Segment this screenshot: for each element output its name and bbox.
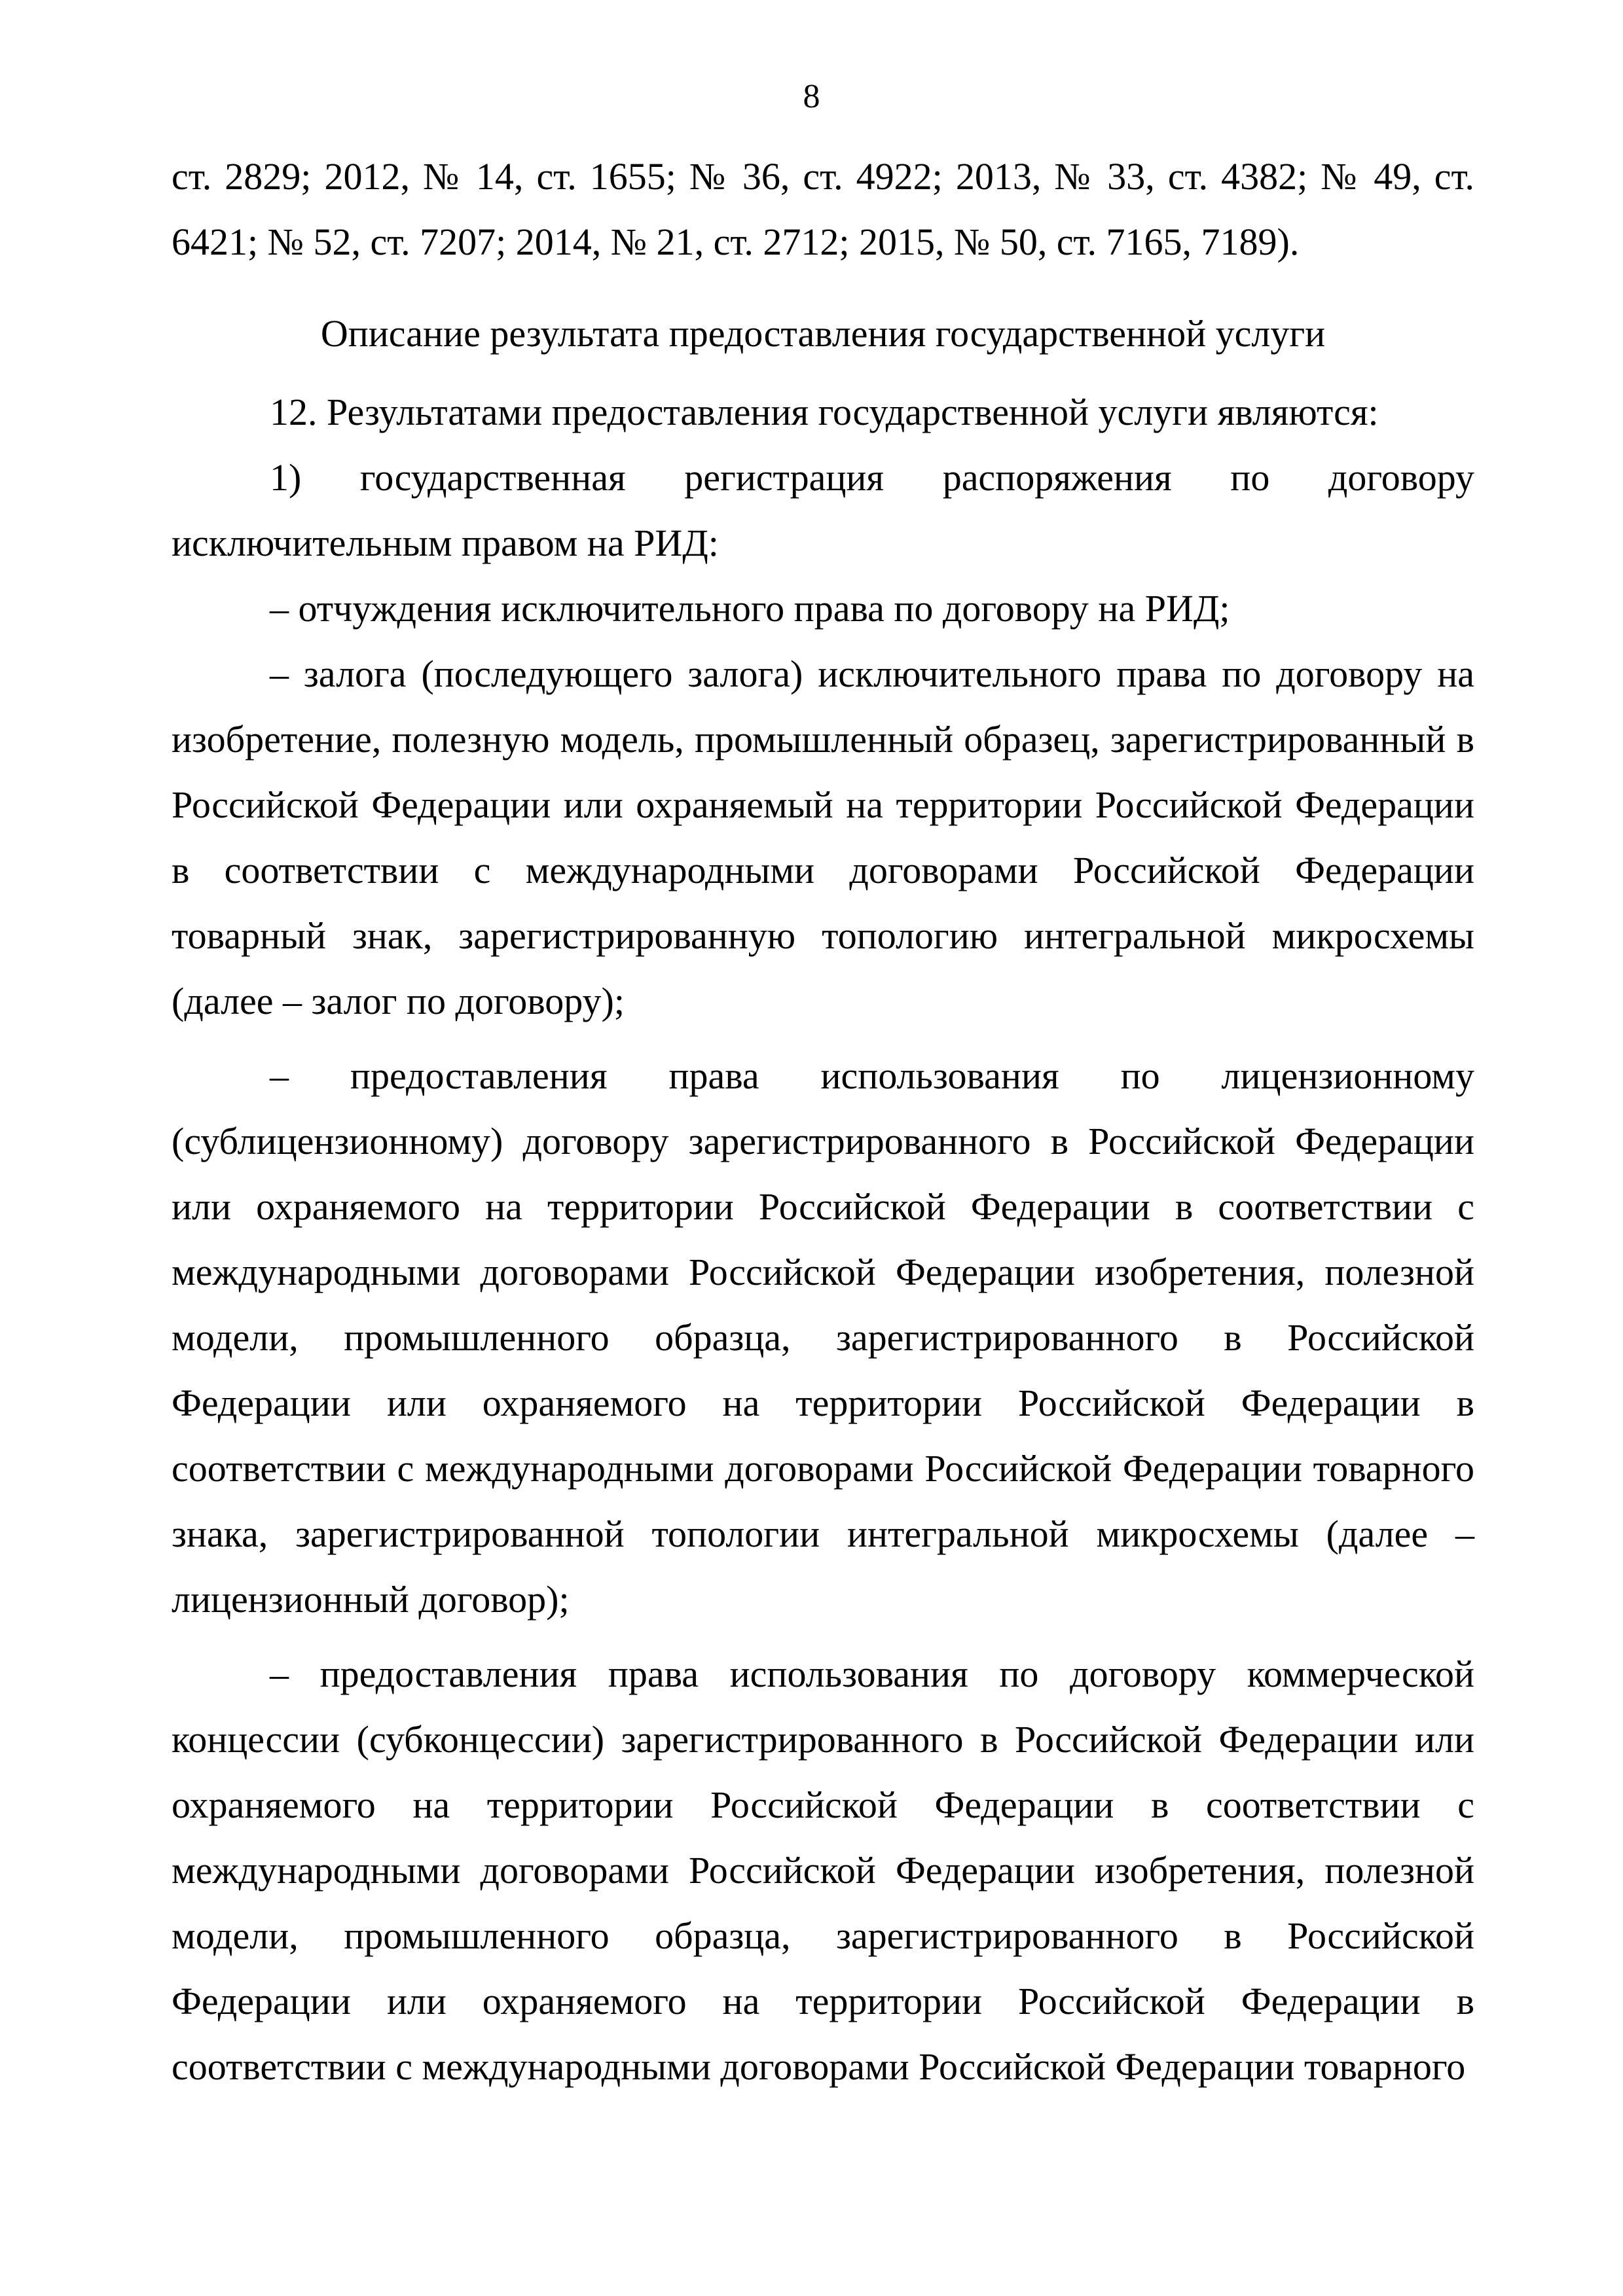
paragraph-item-12: 12. Результатами предоставления государственной услуги являются: [270,391,1379,433]
paragraph-pledge: – залога (последующего залога) исключительного права по договору на изобретение, полезную модель, промышленный образец, зарегистрированный в Российской Федерации или охраняемый на территории Российской Федерации в соответствии с международными договорами Российской Федерации товарный знак, зарегистрированную топологию интегральной микросхемы (далее – залог по договору); [172,653,1474,1022]
section-heading: Описание результата предоставления государственной услуги [320,312,1326,355]
paragraph-license: – предоставления права использования по лицензионному (сублицензионному) договору зарегистрированного в Российской Федерации или охраняемого на территории Российской Федерации в соответствии с международными договорами Российской Федерации изобретения, полезной модели, промышленного образца, зарегистрированного в Российской Федерации или охраняемого на территории Российской Федерации в соответствии с международными договорами Российской Федерации товарного знака, зарегистрированной топологии интегральной микросхемы (далее – лицензионный договор); [172,1054,1474,1621]
paragraph-citations: ст. 2829; 2012, № 14, ст. 1655; № 36, ст. 4922; 2013, № 33, ст. 4382; № 49, ст. 6421; № 52, ст. 7207; 2014, № 21, ст. 2712; 2015, № 50, ст. 7165, 7189). [172,155,1474,263]
paragraph-concession: – предоставления права использования по договору коммерческой концессии (субконцессии) зарегистрированного в Российской Федерации или охраняемого на территории Российской Федерации в соответствии с международными договорами Российской Федерации изобретения, полезной модели, промышленного образца, зарегистрированного в Российской Федерации или охраняемого на территории Российской Федерации в соответствии с международными договорами Российской Федерации товарного [172,1653,1474,2088]
paragraph-subitem-1: 1) государственная регистрация распоряжения по договору исключительным правом на РИД: [172,456,1474,564]
document-body [172,144,1474,2100]
page-number: 8 [803,78,820,115]
paragraph-alienation: – отчуждения исключительного права по договору на РИД; [270,587,1230,630]
